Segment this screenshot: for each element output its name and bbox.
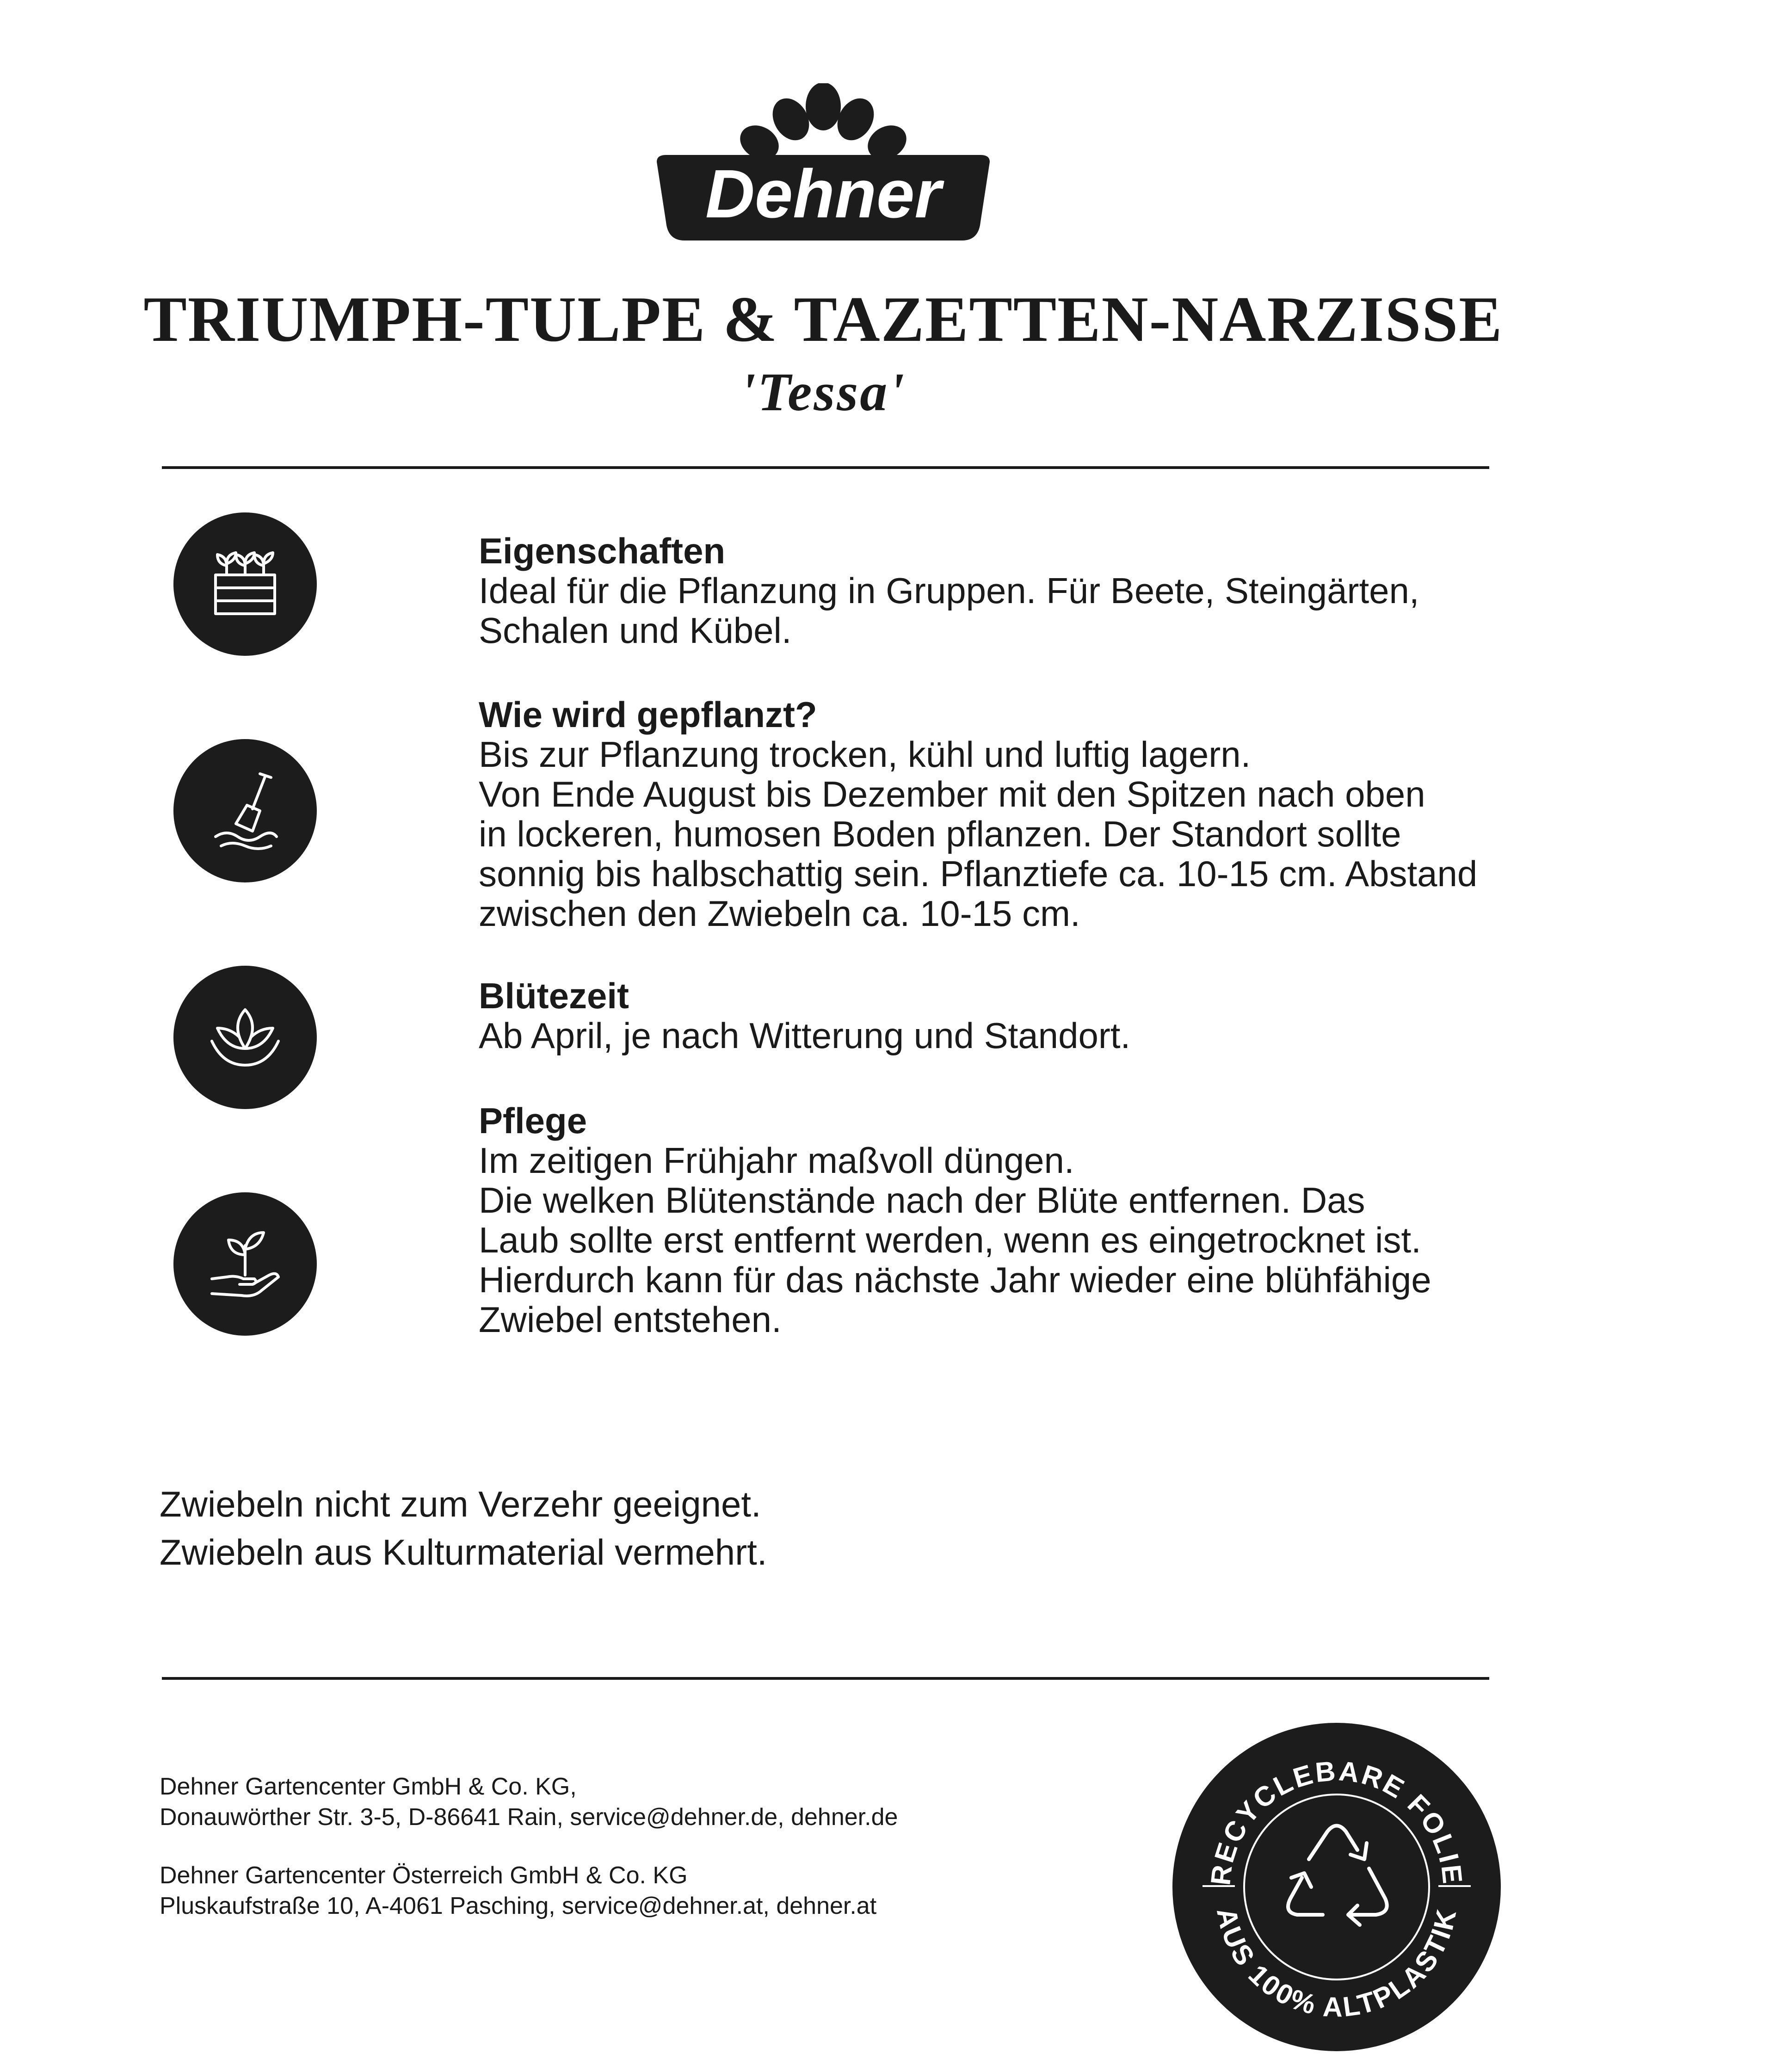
recycle-badge — [1170, 1720, 1503, 2054]
section-line: Bis zur Pflanzung trocken, kühl und luftig lagern. — [479, 734, 1251, 775]
section-pflege — [479, 1101, 1496, 1339]
hand-sprout-icon — [173, 1192, 317, 1336]
section-heading: Eigenschaften — [479, 530, 726, 571]
section-line: Ideal für die Pflanzung in Gruppen. Für Beete, Steingärten, — [479, 570, 1419, 611]
section-bluetezeit — [479, 976, 1496, 1055]
section-line: Von Ende August bis Dezember mit den Spitzen nach oben — [479, 774, 1425, 814]
section-line: Hierdurch kann für das nächste Jahr wieder eine blühfähige — [479, 1259, 1431, 1300]
divider-top — [162, 466, 1489, 469]
note-line: Zwiebeln nicht zum Verzehr geeignet. — [160, 1484, 761, 1524]
section-line: Schalen und Kübel. — [479, 610, 792, 651]
section-line: Im zeitigen Frühjahr maßvoll düngen. — [479, 1140, 1074, 1181]
lotus-flower-icon — [173, 966, 317, 1109]
recycle-bottom-text: AUS 100% ALTPLASTIK — [1210, 1905, 1463, 2023]
section-eigenschaften — [479, 531, 1496, 650]
address-austria — [160, 1860, 876, 1921]
address-line: Pluskaufstraße 10, A-4061 Pasching, service@dehner.at, dehner.at — [160, 1893, 877, 1919]
section-line: Ab April, je nach Witterung und Standort. — [479, 1015, 1131, 1056]
brand-name: Dehner — [705, 156, 941, 232]
divider-bottom — [162, 1677, 1489, 1680]
note-line: Zwiebeln aus Kulturmaterial vermehrt. — [160, 1532, 767, 1572]
product-title: TRIUMPH-TULPE & TAZETTEN-NARZISSE — [143, 284, 1503, 355]
address-company: Dehner Gartencenter GmbH & Co. KG, — [160, 1773, 577, 1800]
shovel-icon — [173, 739, 317, 882]
section-line: Die welken Blütenstände nach der Blüte entfernen. Das — [479, 1180, 1365, 1221]
notes — [160, 1480, 767, 1576]
address-line: Donauwörther Str. 3-5, D-86641 Rain, service@dehner.de, dehner.de — [160, 1804, 898, 1831]
section-line: sonnig bis halbschattig sein. Pflanztiefe ca. 10-15 cm. Abstand — [479, 853, 1478, 894]
dehner-logo — [638, 83, 1008, 250]
seedling-box-icon — [173, 512, 317, 656]
section-heading: Pflege — [479, 1100, 587, 1141]
section-pflanzung — [479, 695, 1496, 933]
section-line: Laub sollte erst entfernt werden, wenn es eingetrocknet ist. — [479, 1220, 1421, 1260]
variety-name: 'Tessa' — [740, 362, 906, 422]
section-line: Zwiebel entstehen. — [479, 1299, 782, 1340]
section-line: zwischen den Zwiebeln ca. 10-15 cm. — [479, 893, 1080, 934]
section-line: in lockeren, humosen Boden pflanzen. Der Standort sollte — [479, 814, 1401, 854]
recycle-top-text: RECYCLEBARE FOLIE — [1205, 1755, 1468, 1887]
address-germany — [160, 1771, 898, 1832]
address-company: Dehner Gartencenter Österreich GmbH & Co. KG — [160, 1862, 688, 1889]
section-heading: Wie wird gepflanzt? — [479, 694, 817, 735]
section-heading: Blütezeit — [479, 975, 629, 1016]
